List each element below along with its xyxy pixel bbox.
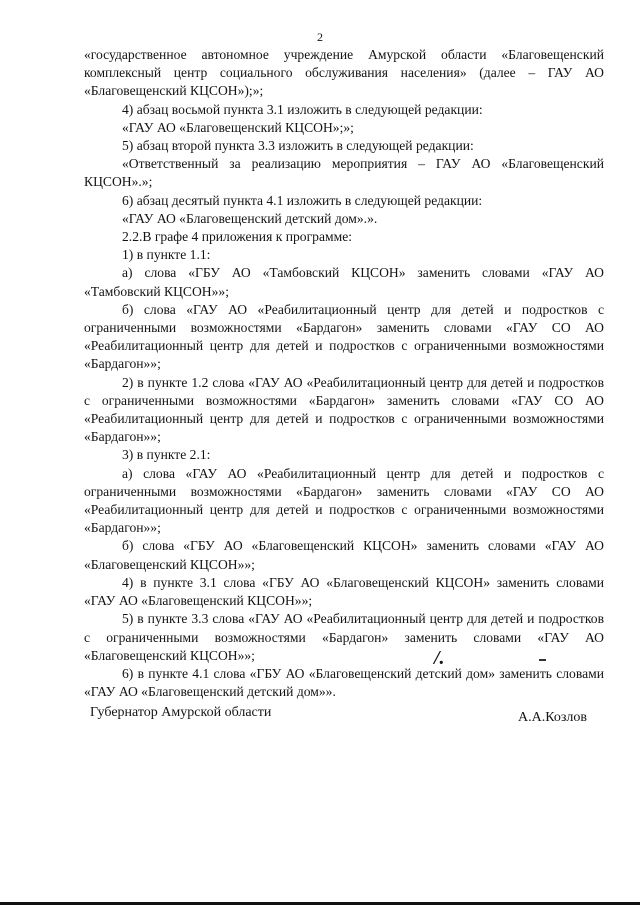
page-number: 2 — [317, 30, 323, 44]
paragraph: «Ответственный за реализацию мероприятия – ГАУ АО «Благовещенский КЦСОН».»; — [84, 156, 604, 190]
signatory-position: Губернатор Амурской области — [90, 705, 272, 720]
paragraph: 1) в пункте 1.1: — [122, 247, 211, 263]
paragraph: 4) абзац восьмой пункта 3.1 изложить в следующей редакции: — [122, 101, 483, 117]
paragraph: б) слова «ГАУ АО «Реабилитационный центр для детей и подростков с ограниченными возможностями «Бардагон» заменить словами «ГАУ СО АО «Реабилитационный центр для детей и подростков с ограниченными возможностями «Бардагон»»; — [84, 301, 604, 372]
paragraph: 2.2.В графе 4 приложения к программе: — [122, 229, 353, 245]
paragraph: «ГАУ АО «Благовещенский детский дом».». — [122, 210, 378, 226]
paragraph: 6) абзац десятый пункта 4.1 изложить в следующей редакции: — [122, 192, 483, 208]
handwritten-mark: /. — [434, 647, 445, 669]
paragraph: «государственное автономное учреждение Амурской области «Благовещенский комплексный центр социального обслуживания населения» (далее – ГАУ АО «Благовещенский КЦСОН»);»; — [84, 47, 604, 99]
paragraph: 5) абзац второй пункта 3.3 изложить в следующей редакции: — [122, 138, 474, 154]
paragraph: б) слова «ГБУ АО «Благовещенский КЦСОН» заменить словами «ГАУ АО «Благовещенский КЦСОН»»; — [84, 538, 604, 572]
pen-mark — [539, 659, 546, 661]
document-body — [84, 46, 604, 701]
paragraph: а) слова «ГАУ АО «Реабилитационный центр для детей и подростков с ограниченными возможностями «Бардагон» заменить словами «ГАУ СО АО «Реабилитационный центр для детей и подростков с ограниченными возможностями «Бардагон»»; — [84, 465, 604, 536]
paragraph: 3) в пункте 2.1: — [122, 447, 211, 463]
paragraph: 6) в пункте 4.1 слова «ГБУ АО «Благовещенский детский дом» заменить словами «ГАУ АО «Благовещенский детский дом»». — [84, 665, 604, 700]
paragraph: «ГАУ АО «Благовещенский КЦСОН»;»; — [122, 119, 354, 135]
paragraph: 2) в пункте 1.2 слова «ГАУ АО «Реабилитационный центр для детей и подростков с ограниченными возможностями «Бардагон» заменить словами «ГАУ СО АО «Реабилитационный центр для детей и подростков с ограниченными возможностями «Бардагон»»; — [84, 374, 604, 445]
paragraph: 4) в пункте 3.1 слова «ГБУ АО «Благовещенский КЦСОН» заменить словами «ГАУ АО «Благовещенский КЦСОН»»; — [84, 574, 604, 609]
paragraph: 5) в пункте 3.3 слова «ГАУ АО «Реабилитационный центр для детей и подростков с ограниченными возможностями «Бардагон» заменить словами «ГАУ АО «Благовещенский КЦСОН»»; — [84, 611, 604, 663]
signatory-name: А.А.Козлов — [518, 710, 587, 725]
paragraph: а) слова «ГБУ АО «Тамбовский КЦСОН» заменить словами «ГАУ АО «Тамбовский КЦСОН»»; — [84, 265, 604, 299]
